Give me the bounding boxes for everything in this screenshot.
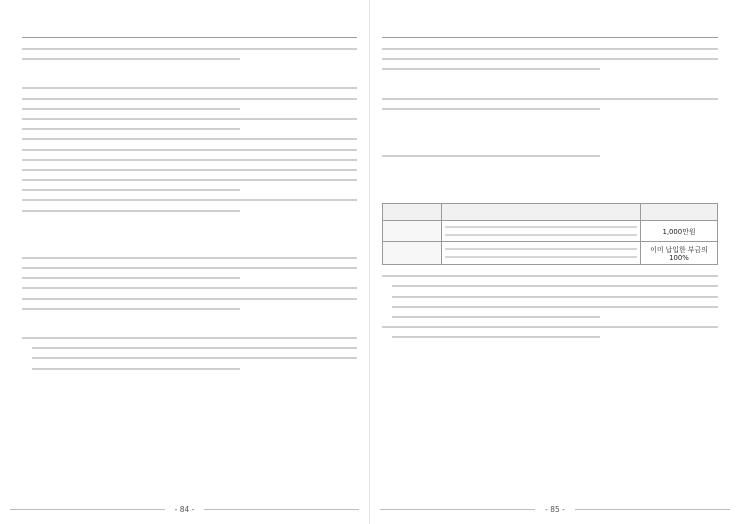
- unreadable-line: [22, 145, 357, 155]
- article-heading: [22, 241, 357, 250]
- article-heading: [22, 321, 357, 330]
- article-body: [22, 333, 357, 374]
- unreadable-line: [445, 223, 637, 231]
- unreadable-line: [382, 292, 718, 302]
- benefit-table-wrap: [382, 203, 718, 265]
- unreadable-line: [22, 83, 357, 93]
- unreadable-line: [22, 364, 357, 374]
- unreadable-line: [22, 94, 357, 104]
- annex-title: [382, 420, 718, 429]
- unreadable-line: [382, 94, 718, 104]
- article-body: [382, 151, 718, 161]
- row-amount: 이미 납입한 부금의 100%: [641, 242, 718, 265]
- row-description: [442, 221, 641, 242]
- footer-rule: [575, 509, 730, 510]
- annex-body: [382, 435, 718, 444]
- annex-label: [382, 351, 718, 360]
- right-page: [370, 0, 740, 524]
- unreadable-line: [22, 104, 357, 114]
- annex-label: [382, 170, 718, 179]
- annex-label: [382, 402, 718, 411]
- column-header: [442, 204, 641, 221]
- unreadable-line: [22, 206, 357, 216]
- table-row: [383, 242, 718, 265]
- unreadable-line: [22, 165, 357, 175]
- unreadable-line: [22, 155, 357, 165]
- table-notes: [382, 271, 718, 342]
- intro-paragraph: [22, 44, 357, 64]
- page-number: - 84 -: [174, 505, 195, 514]
- unreadable-line: [382, 64, 718, 74]
- unreadable-line: [22, 283, 357, 293]
- article-heading: [382, 139, 718, 148]
- unreadable-line: [22, 195, 357, 205]
- unreadable-line: [382, 54, 718, 64]
- annex-title: [382, 188, 718, 197]
- row-description: [442, 242, 641, 265]
- article-body: [22, 253, 357, 314]
- unreadable-line: [22, 304, 357, 314]
- table-row: [383, 221, 718, 242]
- row-name: [383, 242, 442, 265]
- right-header-text: [715, 23, 718, 33]
- chapter-heading: [382, 123, 718, 132]
- footer-rule: [204, 509, 359, 510]
- chapter-heading: [22, 225, 357, 234]
- annex-body: [382, 384, 718, 393]
- unreadable-line: [22, 343, 357, 353]
- unreadable-line: [445, 253, 637, 261]
- footer-rule: [380, 509, 535, 510]
- unreadable-line: [22, 175, 357, 185]
- unreadable-line: [22, 253, 357, 263]
- unreadable-line: [382, 104, 718, 114]
- left-header-text: [22, 23, 25, 33]
- unreadable-line: [22, 44, 357, 54]
- unreadable-line: [22, 273, 357, 283]
- article-body: [382, 94, 718, 114]
- unreadable-line: [22, 185, 357, 195]
- right-footer: [370, 505, 740, 514]
- article-heading: [22, 71, 357, 80]
- row-name: [383, 221, 442, 242]
- unreadable-line: [22, 353, 357, 363]
- unreadable-line: [382, 332, 718, 342]
- column-header: [641, 204, 718, 221]
- continued-paragraph: [382, 44, 718, 75]
- unreadable-line: [382, 151, 718, 161]
- unreadable-line: [22, 294, 357, 304]
- right-page-content: [382, 38, 718, 444]
- benefit-table: [382, 203, 718, 265]
- unreadable-line: [382, 271, 718, 281]
- unreadable-line: [22, 114, 357, 124]
- left-page-content: [22, 38, 357, 374]
- right-running-header: [382, 16, 718, 38]
- unreadable-line: [382, 281, 718, 291]
- unreadable-line: [382, 44, 718, 54]
- unreadable-line: [382, 302, 718, 312]
- unreadable-line: [22, 263, 357, 273]
- footer-rule: [10, 509, 165, 510]
- row-amount: 1,000만원: [641, 221, 718, 242]
- unreadable-line: [445, 231, 637, 239]
- unreadable-line: [22, 124, 357, 134]
- article-heading: [382, 82, 718, 91]
- page-number: - 85 -: [545, 505, 565, 514]
- unreadable-line: [382, 312, 718, 322]
- annex-title: [382, 369, 718, 378]
- left-footer: [0, 505, 369, 514]
- unreadable-line: [445, 245, 637, 253]
- left-running-header: [22, 16, 357, 38]
- article-body: [22, 83, 357, 215]
- unreadable-line: [22, 134, 357, 144]
- column-header: [383, 204, 442, 221]
- unreadable-line: [22, 54, 357, 64]
- unreadable-line: [382, 322, 718, 332]
- unreadable-line: [22, 333, 357, 343]
